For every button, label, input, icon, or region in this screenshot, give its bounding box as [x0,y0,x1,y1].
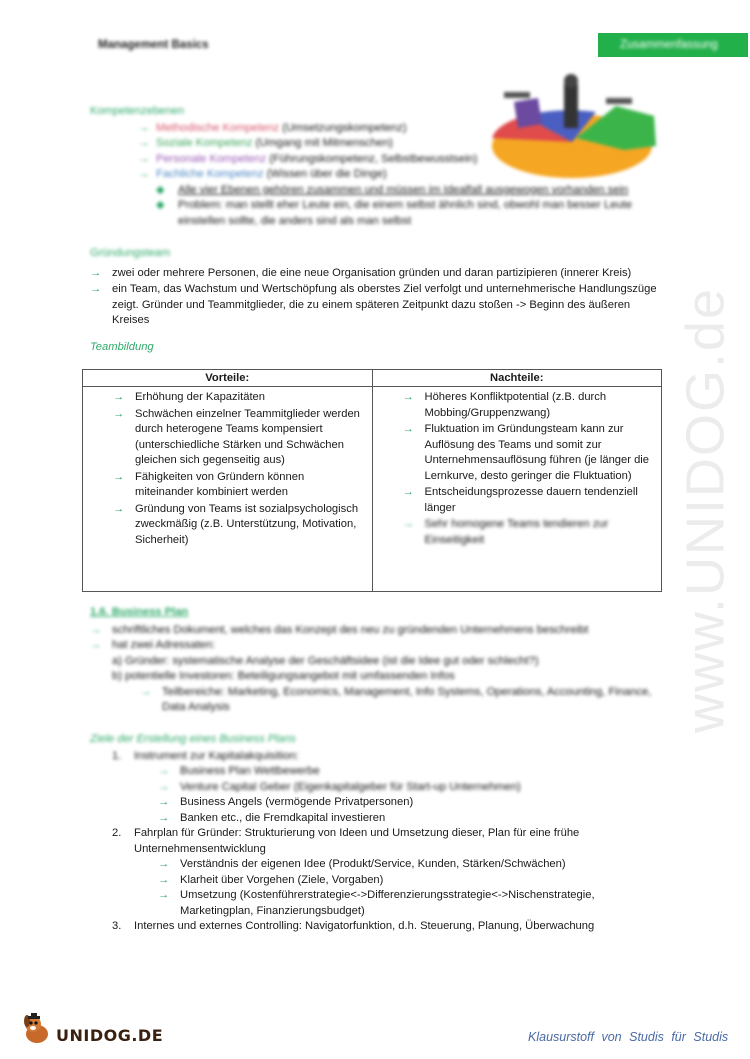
nachteile-header: Nachteile: [490,372,544,384]
list-item: → Business Angels (vermögende Privatpersonen) [90,795,670,811]
numbered-item: 1. Instrument zur Kapitalakquisition: [112,749,299,762]
arrow-right-icon: → [113,391,125,403]
arrow-right-icon: → [138,168,150,180]
list-item: → Business Plan Wettbewerbe [90,764,670,780]
arrow-right-icon: → [90,266,102,279]
business-plan-section [90,605,670,716]
diamond-bullet-icon: ◆ [156,183,165,196]
document-title: Management Basics [98,39,209,51]
arrow-right-icon: → [90,283,102,295]
teambildung-heading: Teambildung [90,341,154,353]
list-item: → ein Team, das Wachstum und Wertschöpfung als oberstes Ziel verfolgt und unternehmerische Handlungszüge zeigt. Gründer und Teammitglieder, die zu einem späteren Zeitpunkt dazu stoßen -> Beginn des äußeren Kreises [90,282,670,329]
arrow-right-icon: → [140,685,152,698]
arrow-right-icon: → [113,407,125,420]
arrow-right-icon: → [158,765,170,777]
vorteile-column [83,387,373,591]
arrow-right-icon: → [158,873,170,886]
pros-cons-table [82,369,662,592]
arrow-right-icon: → [402,423,414,435]
list-item: → hat zwei Adressaten: [90,638,670,654]
dog-mascot-icon [20,1012,54,1046]
kompetenz-item: → Methodische Kompetenz (Umsetzungskompetenz) [90,121,660,137]
kompetenz-item: → Soziale Kompetenz (Umgang mit Mitmenschen) [90,136,660,152]
list-item: → schriftliches Dokument, welches das Konzept des neu zu gründenden Unternehmens beschreibt [90,623,670,639]
arrow-right-icon: → [158,889,170,901]
person-figure [564,84,578,128]
list-item: → Sehr homogene Teams tendieren zur Einseitigkeit [403,517,656,548]
brand-name: UNIDOG.DE [56,1025,164,1045]
list-item: → Entscheidungsprozesse dauern tendenziell länger [403,485,656,516]
kompetenz-bullet: ◆ Alle vier Ebenen gehören zusammen und müssen im Idealfall ausgewogen vorhanden sein [90,183,660,199]
summary-badge: Zusammenfassung [598,33,748,57]
list-item: → Verständnis der eigenen Idee (Produkt/Service, Kunden, Stärken/Schwächen) [90,857,670,873]
pie-slice-purple [514,98,542,128]
arrow-right-icon: → [402,518,414,530]
gruendungsteam-section [90,246,670,330]
arrow-right-icon: → [158,780,170,793]
ziele-heading: Ziele der Erstellung eines Business Plans [90,733,296,745]
arrow-right-icon: → [90,623,102,636]
list-item: a) Gründer: systematische Analyse der Geschäftsidee (ist die Idee gut oder schlecht?) [112,654,539,667]
list-item: → Fähigkeiten von Gründern können miteinander kombiniert werden [113,470,366,501]
arrow-right-icon: → [138,137,150,149]
kompetenz-item: → Fachliche Kompetenz (Wissen über die Dinge) [90,167,660,183]
list-item: → Gründung von Teams ist sozialpsychologisch zweckmäßig (z.B. Unterstützung, Motivation, Sicherheit) [113,502,366,549]
kompetenz-bullet: ◆ Problem: man stellt eher Leute ein, die einem selbst ähnlich sind, obwohl man besser Leute einstellen sollte, die anders sind als man selbst [90,198,660,229]
arrow-right-icon: → [90,639,102,651]
list-item: → zwei oder mehrere Personen, die eine neue Organisation gründen und daran partizipieren (innerer Kreis) [90,266,670,282]
arrow-right-icon: → [113,502,125,515]
gruendungsteam-heading: Gründungsteam [90,247,171,259]
arrow-right-icon: → [158,796,170,808]
arrow-right-icon: → [113,470,125,483]
arrow-right-icon: → [402,486,414,498]
unidog-logo[interactable] [20,1012,163,1046]
nachteile-column [373,387,662,591]
list-item: → Venture Capital Geber (Eigenkapitalgeber für Start-up Unternehmen) [90,780,670,796]
list-item: → Höheres Konfliktpotential (z.B. durch Mobbing/Gruppenzwang) [403,390,656,421]
list-item: → Fluktuation im Gründungsteam kann zur Auflösung des Teams und somit zur Unternehmensauflösung führen (je länger die Lernkurve, desto geringer die Fluktuation) [403,422,656,484]
list-item: → Schwächen einzelner Teammitglieder werden durch heterogene Teams kompensiert (unterschiedliche Stärken und Schwächen gleichen sich gegenseitig aus) [113,407,366,469]
arrow-right-icon: → [402,391,414,403]
business-plan-heading: 1.6. Business Plan [90,606,189,618]
list-item: → Erhöhung der Kapazitäten [113,390,366,406]
arrow-right-icon: → [158,858,170,870]
arrow-right-icon: → [138,152,150,165]
diamond-bullet-icon: ◆ [156,199,165,211]
list-item: → Banken etc., die Fremdkapital investieren [90,811,670,827]
numbered-item: 2. Fahrplan für Gründer: Strukturierung von Ideen und Umsetzung dieser, Plan für eine frühe Unternehmensentwicklung [112,827,580,855]
list-item: → Teilbereiche: Marketing, Economics, Management, Info Systems, Operations, Accounting, Finance, Data Analysis [90,685,670,716]
list-item: → Klarheit über Vorgehen (Ziele, Vorgaben) [90,873,670,889]
list-item: b) potentielle Investoren: Beteiligungsangebot mit umfassenden Infos [112,670,455,682]
watermark: www.UNIDOG.de [675,286,736,734]
ziele-section [90,732,670,935]
footer-slogan: Klausurstoff von Studis für Studis [528,1030,729,1044]
arrow-right-icon: → [138,121,150,134]
numbered-item: 3. Internes und externes Controlling: Navigatorfunktion, d.h. Steuerung, Planung, Überwachung [112,920,595,932]
kompetenz-item: → Personale Kompetenz (Führungskompetenz, Selbstbewusstsein) [90,152,660,168]
table-header [83,370,661,387]
competence-pie-illustration [484,72,660,184]
arrow-right-icon: → [158,811,170,824]
kompetenz-heading: Kompetenzebenen [90,105,184,117]
vorteile-header: Vorteile: [83,370,373,386]
list-item: → Umsetzung (Kostenführerstrategie<->Differenzierungsstrategie<->Nischenstrategie, Marketingplan, Finanzierungsbudget) [90,888,670,919]
